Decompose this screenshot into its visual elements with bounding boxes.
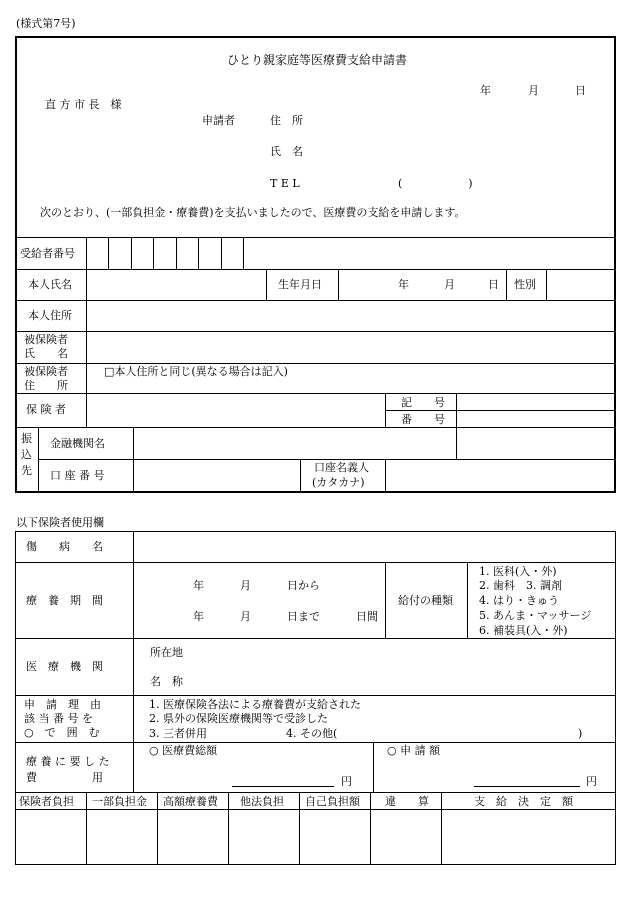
account-number-label: 口 座 番 号 <box>50 469 105 482</box>
period-days: 日間 <box>356 610 378 623</box>
col-self-burden: 自己負担額 <box>305 795 360 808</box>
col-decision-amount: 支 給 決 定 額 <box>474 795 573 808</box>
insured-address-label-1: 被保険者 <box>24 365 68 378</box>
benefit-item-4: 5. あんま・マッサージ <box>479 609 592 622</box>
insurer-use-heading: 以下保険者使用欄 <box>16 516 104 529</box>
request-amount-label: ○ 申 請 額 <box>387 744 441 757</box>
same-address-checkbox[interactable]: □本人住所と同じ(異なる場合は記入) <box>104 365 288 378</box>
col-high-cost: 高額療養費 <box>163 795 218 808</box>
period-from-year: 年 <box>193 579 204 592</box>
cost-label-1: 療 養 に 要 し た <box>26 755 110 768</box>
benefit-item-5: 6. 補装具(入・外) <box>479 624 568 637</box>
col-discrepancy: 違 算 <box>385 795 429 808</box>
date-year: 年 <box>480 84 491 97</box>
birth-year: 年 <box>398 278 409 291</box>
transfer-label-3: 先 <box>21 464 32 477</box>
reason-item-3: 3. 三者併用 <box>149 727 207 740</box>
benefit-item-2: 2. 歯科 3. 調剤 <box>479 579 562 592</box>
period-label: 療 養 期 間 <box>26 594 103 607</box>
insured-name-label-2: 氏 名 <box>24 347 68 360</box>
bank-name-label: 金融機関名 <box>50 437 105 450</box>
total-cost-label: ○ 医療費総額 <box>149 744 218 757</box>
applicant-tel-label: T E L <box>270 177 300 190</box>
form-number: (様式第7号) <box>16 17 76 30</box>
col-insurer-burden: 保険者負担 <box>19 795 74 808</box>
date-day: 日 <box>575 84 586 97</box>
total-cost-underline <box>232 786 334 787</box>
reason-item-1: 1. 医療保険各法による療養費が支給された <box>149 698 361 711</box>
period-to-day: 日まで <box>287 610 320 623</box>
birth-month: 月 <box>444 278 455 291</box>
period-to-month: 月 <box>240 610 251 623</box>
applicant-address-label: 住 所 <box>270 114 303 127</box>
account-holder-label-1: 口座名義人 <box>314 461 369 474</box>
birth-day: 日 <box>488 278 499 291</box>
reason-item-2: 2. 県外の保険医療機関等で受診した <box>149 712 328 725</box>
total-cost-yen: 円 <box>341 775 352 788</box>
applicant-label: 申請者 <box>202 114 235 127</box>
reason-other: 4. その他( <box>286 727 338 740</box>
location-label: 所在地 <box>150 646 183 659</box>
period-from-month: 月 <box>240 579 251 592</box>
benefit-item-1: 1. 医科(入・外) <box>479 565 557 578</box>
gender-label: 性別 <box>514 278 536 291</box>
person-address-label: 本人住所 <box>28 309 72 322</box>
benefit-item-3: 4. はり・きゅう <box>479 594 559 607</box>
statement: 次のとおり、(一部負担金・療養費)を支払いましたので、医療費の支給を申請します。 <box>40 206 466 219</box>
insured-name-label-1: 被保険者 <box>24 333 68 346</box>
request-amount-yen: 円 <box>586 775 597 788</box>
addressee: 直 方 市 長 様 <box>45 98 122 111</box>
insured-address-label-2: 住 所 <box>24 379 68 392</box>
transfer-label-2: 込 <box>21 448 32 461</box>
insurer-label: 保 険 者 <box>26 403 66 416</box>
period-to-year: 年 <box>193 610 204 623</box>
request-amount-underline <box>474 786 580 787</box>
col-partial-burden: 一部負担金 <box>92 795 147 808</box>
person-name-label: 本人氏名 <box>28 278 72 291</box>
reason-close: ) <box>578 727 583 740</box>
period-from-day: 日から <box>287 579 320 592</box>
institution-label: 医 療 機 関 <box>26 660 103 673</box>
cost-label-2: 費 用 <box>26 771 103 784</box>
number-label: 番 号 <box>401 413 445 426</box>
reason-label-1: 申 請 理 由 <box>24 698 101 711</box>
reason-label-2: 該 当 番 号 を <box>24 712 93 725</box>
col-other-law: 他法負担 <box>240 795 284 808</box>
birth-date-label: 生年月日 <box>278 278 322 291</box>
benefit-type-label: 給付の種類 <box>398 594 453 607</box>
form-title: ひとり親家庭等医療費支給申請書 <box>227 53 408 67</box>
account-holder-label-2: (カタカナ) <box>312 476 365 489</box>
applicant-name-label: 氏 名 <box>270 145 303 158</box>
recipient-number-label: 受給者番号 <box>20 247 75 260</box>
symbol-label: 記 号 <box>401 396 445 409</box>
transfer-label-1: 振 <box>21 432 32 445</box>
disease-label: 傷 病 名 <box>26 540 103 553</box>
applicant-tel-paren: ( ) <box>398 177 473 190</box>
reason-label-3: ○ で 囲 む <box>24 726 100 739</box>
institution-name-label: 名 称 <box>150 675 183 688</box>
date-month: 月 <box>528 84 539 97</box>
